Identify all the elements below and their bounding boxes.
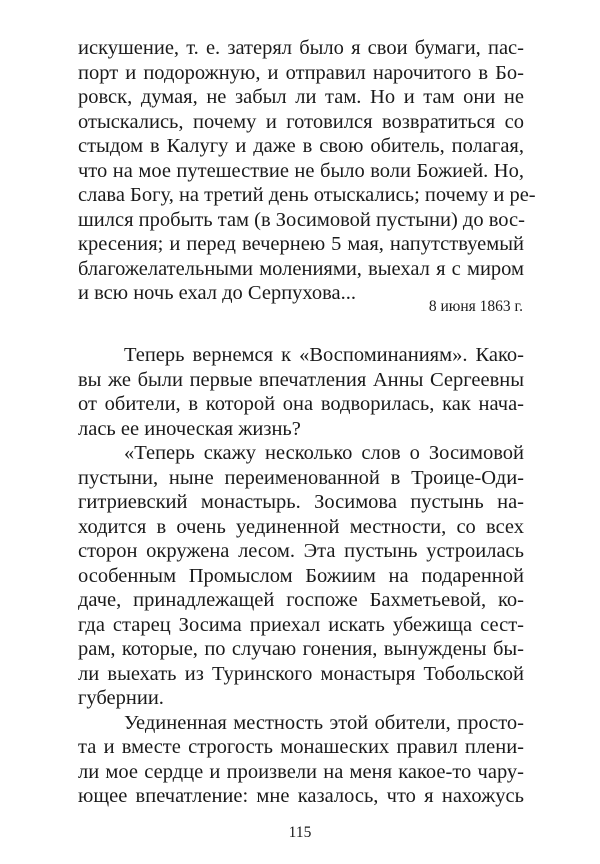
text-line: Теперь вернемся к «Воспоминаниям». Како-	[124, 344, 524, 366]
text-line: лась ее иноческая жизнь?	[78, 417, 301, 440]
text-line: что на мое путешествие не было воли Божией. Но,	[78, 159, 524, 182]
text-line: даче, принадлежащей госпоже Бахметьевой, ко-	[78, 589, 524, 611]
text-line: та и вместе строгость монашеских правил плени-	[78, 736, 524, 758]
text-line: пустыни, ныне переименованной в Троице-Оди-	[78, 466, 524, 489]
text-line: рам, которые, по случаю гонения, вынуждены бы-	[78, 638, 524, 660]
text-line: ровск, думая, не забыл ли там. Но и там они не	[78, 86, 524, 108]
text-line: вы же были первые впечатления Анны Сергеевны	[78, 368, 524, 391]
text-line: Уединенная местность этой обители, просто-	[124, 711, 524, 734]
text-line: ли выехать из Туринского монастыря Тобольской	[78, 662, 524, 685]
text-line: гда старец Зосима приехал искать убежища сест-	[78, 613, 524, 636]
text-line: ющее впечатление: мне казалось, что я нахожусь	[78, 785, 524, 807]
text-line: сторон окружена лесом. Эта пустынь устроилась	[78, 540, 524, 562]
text-line: гитриевский монастырь. Зосимова пустынь на-	[78, 491, 524, 513]
text-line: губернии.	[78, 687, 164, 709]
text-line: ходится в очень уединенной местности, со всех	[78, 515, 524, 538]
text-block-memoirs	[78, 343, 524, 809]
text-line: искушение, т. е. затерял было я свои бумаги, пас-	[78, 37, 524, 59]
text-line: особенным Промыслом Божиим на подаренной	[78, 564, 524, 587]
text-line: шился пробыть там (в Зосимовой пустыни) до вос-	[78, 208, 525, 231]
text-line: слава Богу, на третий день отыскались; почему и ре-	[78, 184, 536, 206]
letter-date: 8 июня 1863 г.	[428, 298, 523, 315]
text-line: от обители, в которой она водворилась, как нача-	[78, 393, 524, 415]
text-line: ли мое сердце и произвели на меня какое-то чару-	[78, 760, 524, 783]
text-line: «Теперь скажу несколько слов о Зосимовой	[124, 442, 524, 464]
text-line: кресения; и перед вечернею 5 мая, напутствуемый	[78, 233, 524, 255]
text-line: и всю ночь ехал до Серпухова...	[78, 282, 357, 304]
text-line: отыскались, почему и готовился возвратиться со	[78, 110, 524, 133]
text-line: стыдом в Калугу и даже в свою обитель, полагая,	[78, 135, 524, 157]
text-block-letter	[78, 36, 536, 306]
text-line: порт и подорожную, и отправил нарочитого в Бо-	[78, 61, 524, 84]
page-number: 115	[288, 824, 312, 841]
text-line: благожелательными молениями, выехал я с миром	[78, 257, 524, 280]
